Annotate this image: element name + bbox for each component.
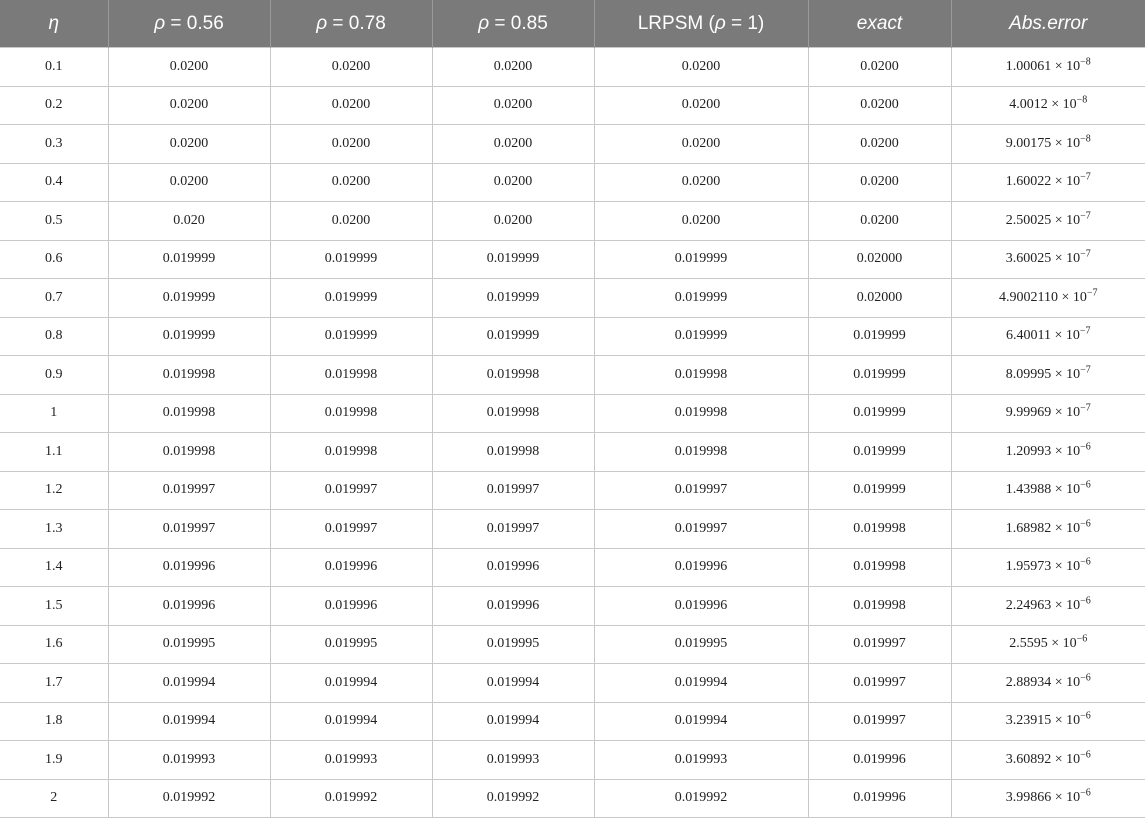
cell-lrpsm: 0.019996 — [594, 587, 808, 626]
cell-rho-056: 0.0200 — [108, 86, 270, 125]
cell-exact: 0.019997 — [808, 702, 951, 741]
cell-rho-056: 0.019994 — [108, 702, 270, 741]
abs-error-exponent: −6 — [1076, 633, 1088, 645]
cell-rho-085: 0.0200 — [432, 202, 594, 241]
abs-error-mantissa: 3.60892 × 10 — [1005, 751, 1081, 767]
cell-rho-085: 0.019998 — [432, 356, 594, 395]
cell-eta: 1.6 — [0, 625, 108, 664]
cell-lrpsm: 0.019997 — [594, 510, 808, 549]
cell-exact: 0.019998 — [808, 510, 951, 549]
abs-error-exponent: −6 — [1080, 710, 1091, 722]
cell-rho-078: 0.019992 — [270, 779, 432, 818]
abs-error-mantissa: 4.9002110 × 10 — [998, 289, 1087, 305]
abs-error-exponent: −7 — [1086, 287, 1098, 299]
header-rho-078: ρ = 0.78 — [270, 0, 432, 48]
header-rho-085: ρ = 0.85 — [432, 0, 594, 48]
abs-error-mantissa: 2.50025 × 10 — [1005, 212, 1081, 228]
cell-exact: 0.019999 — [808, 471, 951, 510]
cell-exact: 0.019999 — [808, 394, 951, 433]
abs-error-exponent: −7 — [1080, 248, 1091, 260]
cell-lrpsm: 0.019999 — [594, 240, 808, 279]
cell-rho-078: 0.0200 — [270, 163, 432, 202]
cell-lrpsm: 0.019999 — [594, 279, 808, 318]
table-row — [0, 779, 1145, 818]
table-row — [0, 202, 1145, 241]
cell-exact: 0.019998 — [808, 587, 951, 626]
abs-error-mantissa: 2.5595 × 10 — [1009, 636, 1077, 652]
cell-exact: 0.019999 — [808, 317, 951, 356]
abs-error-mantissa: 3.60025 × 10 — [1005, 251, 1081, 267]
cell-eta: 0.1 — [0, 48, 108, 87]
cell-rho-056: 0.019994 — [108, 664, 270, 703]
cell-lrpsm: 0.0200 — [594, 125, 808, 164]
cell-eta: 1.7 — [0, 664, 108, 703]
header-rho-056: ρ = 0.56 — [108, 0, 270, 48]
abs-error-mantissa: 2.88934 × 10 — [1005, 674, 1081, 690]
cell-abs-error — [951, 587, 1145, 626]
cell-abs-error — [951, 163, 1145, 202]
abs-error-exponent: −6 — [1080, 556, 1091, 568]
cell-abs-error — [951, 356, 1145, 395]
cell-rho-085: 0.0200 — [432, 163, 594, 202]
cell-lrpsm: 0.019998 — [594, 356, 808, 395]
cell-eta: 0.3 — [0, 125, 108, 164]
abs-error-mantissa: 1.43988 × 10 — [1005, 482, 1081, 498]
cell-exact: 0.019998 — [808, 548, 951, 587]
cell-exact: 0.019997 — [808, 625, 951, 664]
cell-rho-056: 0.019999 — [108, 240, 270, 279]
cell-abs-error — [951, 548, 1145, 587]
table-row — [0, 664, 1145, 703]
cell-exact: 0.0200 — [808, 48, 951, 87]
cell-rho-085: 0.019997 — [432, 471, 594, 510]
table-row — [0, 394, 1145, 433]
cell-rho-085: 0.019996 — [432, 587, 594, 626]
cell-rho-078: 0.019994 — [270, 664, 432, 703]
cell-abs-error — [951, 86, 1145, 125]
cell-abs-error — [951, 625, 1145, 664]
cell-rho-078: 0.019997 — [270, 510, 432, 549]
cell-exact: 0.019999 — [808, 433, 951, 472]
cell-abs-error — [951, 202, 1145, 241]
cell-eta: 1.3 — [0, 510, 108, 549]
cell-rho-085: 0.019999 — [432, 317, 594, 356]
header-abs-error: Abs.error — [951, 0, 1145, 48]
abs-error-exponent: −7 — [1080, 364, 1091, 376]
header-exact: exact — [808, 0, 951, 48]
cell-eta: 1.1 — [0, 433, 108, 472]
table-row — [0, 356, 1145, 395]
cell-rho-056: 0.019993 — [108, 741, 270, 780]
cell-rho-078: 0.019994 — [270, 702, 432, 741]
abs-error-exponent: −6 — [1080, 518, 1091, 530]
cell-rho-056: 0.019998 — [108, 356, 270, 395]
cell-eta: 0.8 — [0, 317, 108, 356]
cell-rho-078: 0.019996 — [270, 587, 432, 626]
table-row — [0, 279, 1145, 318]
cell-abs-error — [951, 433, 1145, 472]
abs-error-exponent: −6 — [1080, 441, 1091, 453]
cell-lrpsm: 0.019997 — [594, 471, 808, 510]
cell-abs-error — [951, 471, 1145, 510]
cell-rho-085: 0.019998 — [432, 433, 594, 472]
table-header — [0, 0, 1145, 48]
cell-exact: 0.0200 — [808, 125, 951, 164]
table-row — [0, 471, 1145, 510]
table-row — [0, 548, 1145, 587]
cell-abs-error — [951, 394, 1145, 433]
table-row — [0, 702, 1145, 741]
header-eta: η — [0, 0, 108, 48]
cell-rho-085: 0.019998 — [432, 394, 594, 433]
abs-error-mantissa: 6.40011 × 10 — [1005, 328, 1080, 344]
table-row — [0, 741, 1145, 780]
cell-abs-error — [951, 125, 1145, 164]
cell-rho-085: 0.019994 — [432, 664, 594, 703]
cell-lrpsm: 0.0200 — [594, 48, 808, 87]
cell-rho-078: 0.0200 — [270, 86, 432, 125]
cell-eta: 0.5 — [0, 202, 108, 241]
cell-abs-error — [951, 510, 1145, 549]
cell-lrpsm: 0.0200 — [594, 86, 808, 125]
cell-rho-056: 0.0200 — [108, 163, 270, 202]
table-row — [0, 587, 1145, 626]
cell-lrpsm: 0.0200 — [594, 202, 808, 241]
abs-error-exponent: −6 — [1080, 787, 1091, 799]
cell-exact: 0.019996 — [808, 741, 951, 780]
table-row — [0, 240, 1145, 279]
table-row — [0, 625, 1145, 664]
cell-lrpsm: 0.019995 — [594, 625, 808, 664]
abs-error-mantissa: 3.23915 × 10 — [1005, 713, 1081, 729]
cell-rho-056: 0.019995 — [108, 625, 270, 664]
abs-error-mantissa: 4.0012 × 10 — [1009, 97, 1077, 113]
abs-error-mantissa: 1.20993 × 10 — [1005, 443, 1081, 459]
cell-eta: 1.2 — [0, 471, 108, 510]
cell-rho-085: 0.019997 — [432, 510, 594, 549]
abs-error-exponent: −6 — [1080, 595, 1091, 607]
cell-abs-error — [951, 741, 1145, 780]
cell-rho-056: 0.019997 — [108, 471, 270, 510]
cell-rho-056: 0.019997 — [108, 510, 270, 549]
cell-lrpsm: 0.019993 — [594, 741, 808, 780]
abs-error-mantissa: 3.99866 × 10 — [1005, 790, 1081, 806]
cell-rho-085: 0.019993 — [432, 741, 594, 780]
cell-rho-056: 0.019996 — [108, 587, 270, 626]
cell-abs-error — [951, 317, 1145, 356]
cell-rho-078: 0.0200 — [270, 48, 432, 87]
abs-error-mantissa: 9.00175 × 10 — [1005, 135, 1081, 151]
header-row — [0, 0, 1145, 48]
cell-rho-056: 0.019996 — [108, 548, 270, 587]
cell-eta: 1.5 — [0, 587, 108, 626]
cell-rho-056: 0.019998 — [108, 394, 270, 433]
cell-exact: 0.019997 — [808, 664, 951, 703]
header-lrpsm: LRPSM (ρ = 1) — [594, 0, 808, 48]
cell-exact: 0.019996 — [808, 779, 951, 818]
cell-rho-078: 0.0200 — [270, 202, 432, 241]
cell-eta: 0.4 — [0, 163, 108, 202]
cell-abs-error — [951, 279, 1145, 318]
cell-rho-078: 0.0200 — [270, 125, 432, 164]
cell-lrpsm: 0.019999 — [594, 317, 808, 356]
abs-error-mantissa: 9.99969 × 10 — [1005, 405, 1081, 421]
cell-lrpsm: 0.019998 — [594, 394, 808, 433]
cell-eta: 0.6 — [0, 240, 108, 279]
cell-rho-056: 0.0200 — [108, 48, 270, 87]
cell-exact: 0.0200 — [808, 86, 951, 125]
cell-rho-085: 0.019999 — [432, 279, 594, 318]
cell-rho-078: 0.019993 — [270, 741, 432, 780]
abs-error-mantissa: 8.09995 × 10 — [1005, 366, 1081, 382]
cell-lrpsm: 0.019996 — [594, 548, 808, 587]
cell-rho-078: 0.019998 — [270, 394, 432, 433]
abs-error-exponent: −7 — [1080, 210, 1091, 222]
cell-rho-056: 0.019999 — [108, 317, 270, 356]
table-row — [0, 125, 1145, 164]
abs-error-exponent: −8 — [1076, 94, 1088, 106]
cell-rho-078: 0.019998 — [270, 356, 432, 395]
table-row — [0, 510, 1145, 549]
cell-eta: 0.9 — [0, 356, 108, 395]
abs-error-exponent: −8 — [1080, 133, 1091, 145]
abs-error-exponent: −7 — [1079, 325, 1091, 337]
cell-rho-085: 0.0200 — [432, 125, 594, 164]
table-body — [0, 48, 1145, 818]
cell-eta: 1.4 — [0, 548, 108, 587]
cell-eta: 1.8 — [0, 702, 108, 741]
cell-exact: 0.02000 — [808, 240, 951, 279]
cell-lrpsm: 0.0200 — [594, 163, 808, 202]
cell-rho-056: 0.019998 — [108, 433, 270, 472]
cell-rho-085: 0.019995 — [432, 625, 594, 664]
cell-rho-078: 0.019998 — [270, 433, 432, 472]
cell-abs-error — [951, 702, 1145, 741]
abs-error-exponent: −6 — [1080, 672, 1091, 684]
cell-abs-error — [951, 48, 1145, 87]
cell-eta: 0.7 — [0, 279, 108, 318]
cell-exact: 0.0200 — [808, 202, 951, 241]
cell-lrpsm: 0.019998 — [594, 433, 808, 472]
abs-error-mantissa: 1.68982 × 10 — [1005, 520, 1081, 536]
cell-rho-056: 0.0200 — [108, 125, 270, 164]
cell-eta: 1.9 — [0, 741, 108, 780]
cell-rho-056: 0.019999 — [108, 279, 270, 318]
cell-eta: 2 — [0, 779, 108, 818]
cell-rho-085: 0.019996 — [432, 548, 594, 587]
cell-rho-078: 0.019999 — [270, 317, 432, 356]
cell-exact: 0.0200 — [808, 163, 951, 202]
table-row — [0, 433, 1145, 472]
cell-exact: 0.019999 — [808, 356, 951, 395]
abs-error-exponent: −6 — [1080, 749, 1091, 761]
cell-rho-056: 0.019992 — [108, 779, 270, 818]
cell-exact: 0.02000 — [808, 279, 951, 318]
cell-eta: 0.2 — [0, 86, 108, 125]
cell-lrpsm: 0.019992 — [594, 779, 808, 818]
cell-rho-085: 0.019992 — [432, 779, 594, 818]
cell-abs-error — [951, 240, 1145, 279]
cell-rho-085: 0.0200 — [432, 48, 594, 87]
table-row — [0, 48, 1145, 87]
cell-rho-078: 0.019995 — [270, 625, 432, 664]
cell-lrpsm: 0.019994 — [594, 664, 808, 703]
table-row — [0, 163, 1145, 202]
cell-rho-078: 0.019997 — [270, 471, 432, 510]
table-row — [0, 86, 1145, 125]
abs-error-mantissa: 1.95973 × 10 — [1005, 559, 1081, 575]
cell-abs-error — [951, 779, 1145, 818]
cell-rho-078: 0.019999 — [270, 240, 432, 279]
abs-error-mantissa: 2.24963 × 10 — [1005, 597, 1081, 613]
cell-rho-085: 0.019999 — [432, 240, 594, 279]
abs-error-mantissa: 1.60022 × 10 — [1005, 174, 1081, 190]
cell-eta: 1 — [0, 394, 108, 433]
cell-lrpsm: 0.019994 — [594, 702, 808, 741]
cell-rho-078: 0.019996 — [270, 548, 432, 587]
abs-error-exponent: −6 — [1080, 479, 1091, 491]
cell-rho-085: 0.019994 — [432, 702, 594, 741]
abs-error-exponent: −7 — [1080, 402, 1091, 414]
abs-error-exponent: −7 — [1080, 171, 1091, 183]
cell-abs-error — [951, 664, 1145, 703]
abs-error-mantissa: 1.00061 × 10 — [1005, 58, 1081, 74]
abs-error-exponent: −8 — [1080, 56, 1091, 68]
cell-rho-056: 0.020 — [108, 202, 270, 241]
cell-rho-078: 0.019999 — [270, 279, 432, 318]
cell-rho-085: 0.0200 — [432, 86, 594, 125]
table-row — [0, 317, 1145, 356]
